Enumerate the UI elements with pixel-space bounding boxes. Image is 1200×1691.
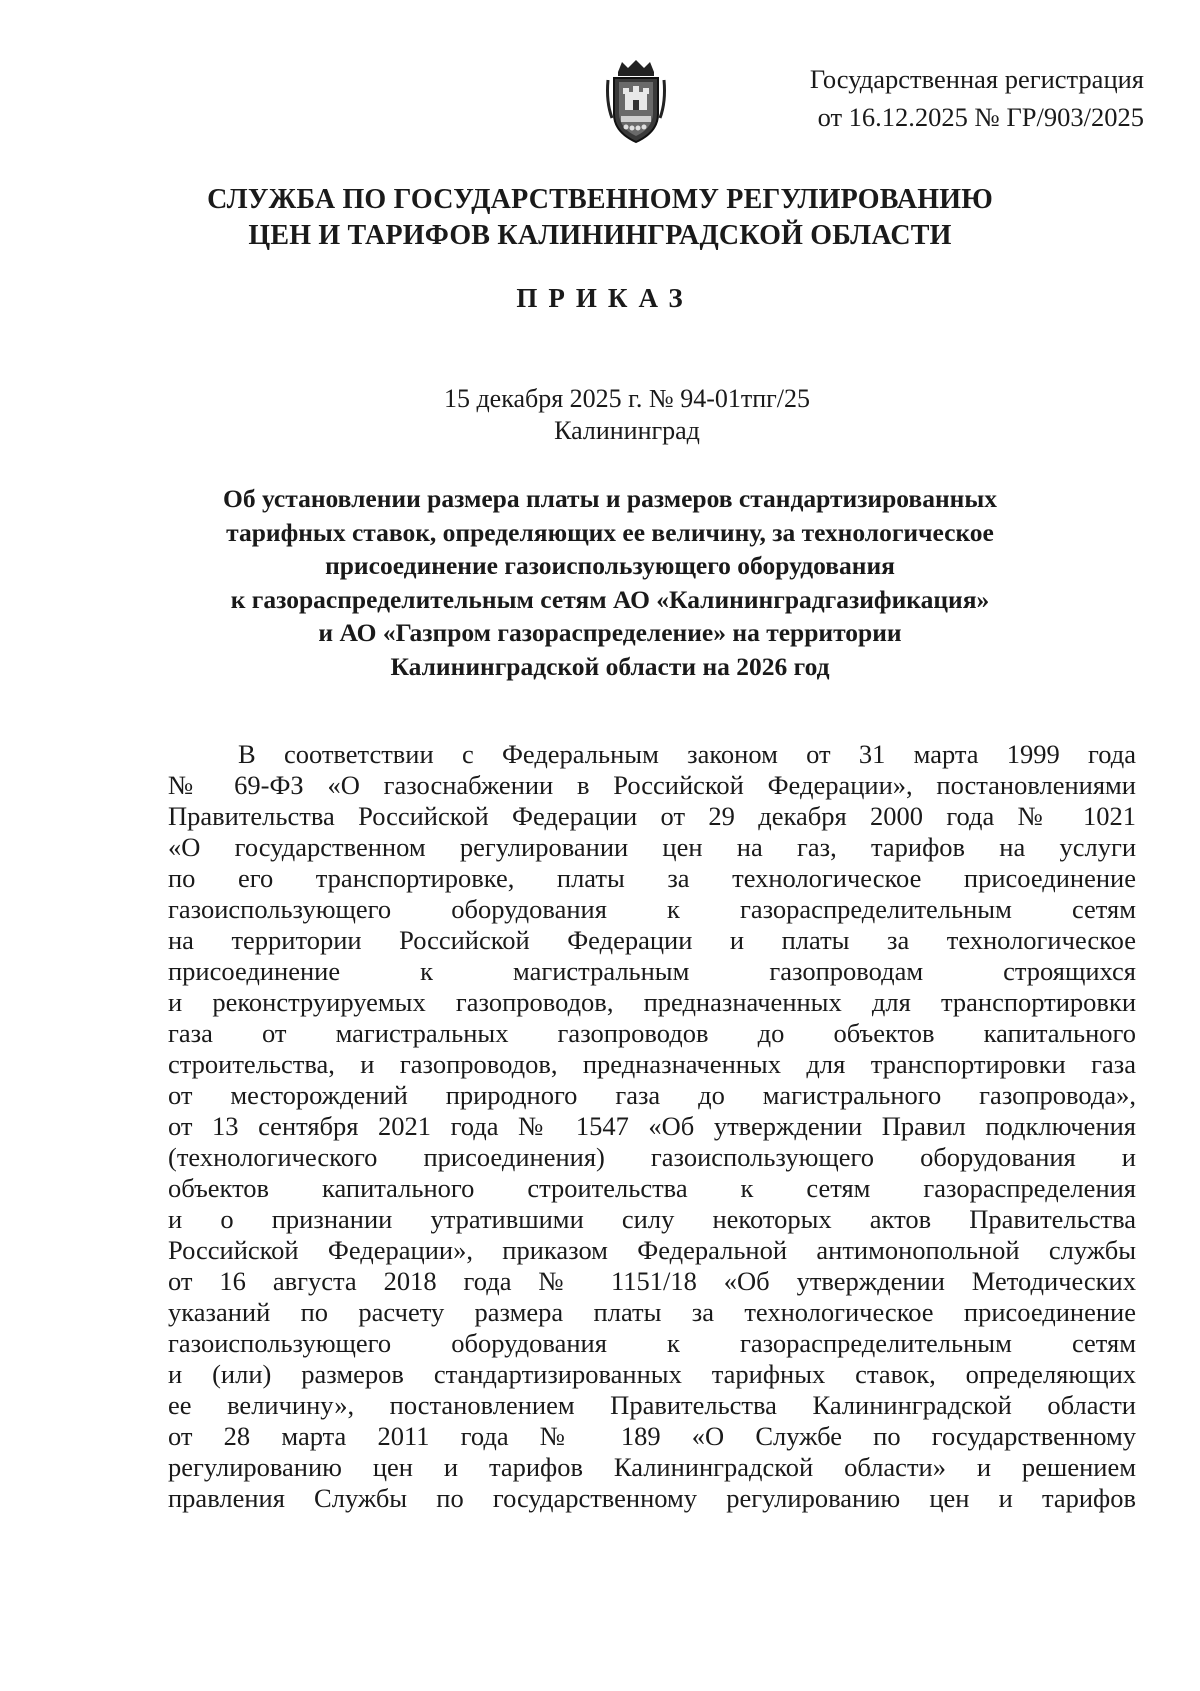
body-line: на территории Российской Федерации и платы за технологическое [168, 925, 1136, 955]
body-line: регулированию цен и тарифов Калининградской области» и решением [168, 1452, 1136, 1482]
body-line: «О государственном регулировании цен на газ, тарифов на услуги [168, 832, 1136, 862]
subject-line: к газораспределительным сетям АО «Калининградгазификация» [230, 584, 990, 614]
body-line: и (или) размеров стандартизированных тарифных ставок, определяющих [168, 1359, 1136, 1389]
subject-line: Об установлении размера платы и размеров стандартизированных [223, 484, 997, 513]
body-line: (технологического присоединения) газоиспользующего оборудования и [168, 1142, 1136, 1172]
subject-line: тарифных ставок, определяющих ее величину, за технологическое [226, 517, 994, 547]
document-body [168, 739, 1136, 1514]
body-line: от 16 августа 2018 года № 1151/18 «Об утверждении Методических [168, 1266, 1136, 1296]
subject-line: присоединение газоиспользующего оборудования [325, 551, 895, 580]
body-line: газоиспользующего оборудования к газораспределительным сетям [168, 894, 1136, 924]
body-line: от месторождений природного газа до магистрального газопровода», [168, 1080, 1136, 1110]
document-date-block [0, 383, 1200, 447]
agency-name-line-2: ЦЕН И ТАРИФОВ КАЛИНИНГРАДСКОЙ ОБЛАСТИ [248, 220, 952, 251]
subject-line: Калининградской области на 2026 год [390, 651, 830, 681]
subject-line: и АО «Газпром газораспределение» на территории [318, 618, 902, 647]
document-city: Калининград [554, 416, 700, 445]
body-line: Российской Федерации», приказом Федеральной антимонопольной службы [168, 1235, 1136, 1265]
document-type: ПРИКАЗ [516, 283, 694, 313]
document-subject [0, 482, 1200, 683]
body-line: по его транспортировке, платы за технологическое присоединение [168, 863, 1136, 893]
agency-name [0, 182, 1200, 254]
body-line: указаний по расчету размера платы за технологическое присоединение [168, 1297, 1136, 1327]
body-line: ее величину», постановлением Правительства Калининградской области [168, 1390, 1136, 1420]
registration-number: от 16.12.2025 № ГР/903/2025 [817, 102, 1144, 132]
body-line: и о признании утратившими силу некоторых актов Правительства [168, 1204, 1136, 1234]
registration-stamp [724, 60, 1144, 136]
document-date-number: 15 декабря 2025 г. № 94-01тпг/25 [443, 384, 811, 413]
body-line: объектов капитального строительства к сетям газораспределения [168, 1173, 1136, 1203]
body-line: от 28 марта 2011 года № 189 «О Службе по государственному [168, 1421, 1136, 1451]
body-line: правления Службы по государственному регулированию цен и тарифов [168, 1483, 1136, 1513]
body-line: присоединение к магистральным газопроводам строящихся [168, 956, 1136, 986]
coat-of-arms-icon [604, 58, 668, 146]
agency-name-line-1: СЛУЖБА ПО ГОСУДАРСТВЕННОМУ РЕГУЛИРОВАНИЮ [207, 184, 993, 215]
body-line: В соответствии с Федеральным законом от 31 марта 1999 года [238, 739, 1136, 769]
body-line: и реконструируемых газопроводов, предназначенных для транспортировки [168, 987, 1136, 1017]
body-line: от 13 сентября 2021 года № 1547 «Об утверждении Правил подключения [168, 1111, 1136, 1141]
body-line: Правительства Российской Федерации от 29 декабря 2000 года № 1021 [168, 801, 1136, 831]
body-line: строительства, и газопроводов, предназначенных для транспортировки газа [168, 1049, 1136, 1079]
body-line: газоиспользующего оборудования к газораспределительным сетям [168, 1328, 1136, 1358]
registration-label: Государственная регистрация [809, 64, 1144, 94]
body-line: газа от магистральных газопроводов до объектов капитального [168, 1018, 1136, 1048]
body-line: № 69-ФЗ «О газоснабжении в Российской Федерации», постановлениями [168, 770, 1136, 800]
